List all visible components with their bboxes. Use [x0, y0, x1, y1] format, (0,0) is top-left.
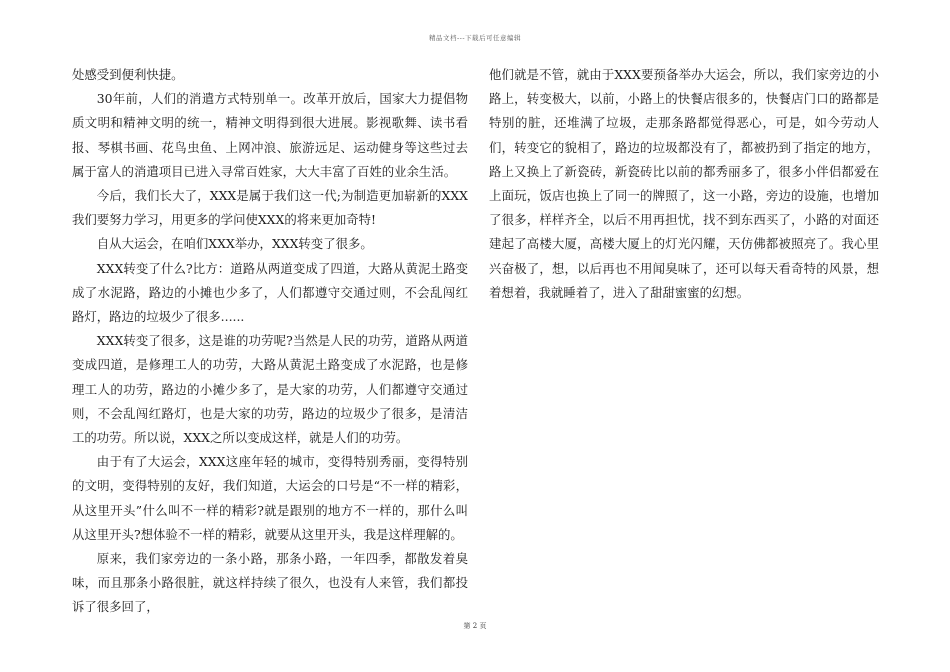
right-text-column: [489, 63, 879, 305]
left-text-column: [72, 63, 468, 620]
page-number: 第 2 页: [463, 622, 487, 630]
paragraph: 处感受到便利快捷。: [72, 67, 184, 82]
paragraph: 原来，我们家旁边的一条小路，那条小路，一年四季，都散发着臭味，而且那条小路很脏，就这样持续了很久，也没有人来管，我们都投诉了很多回了，: [72, 551, 468, 615]
paragraph: XXX转变了什么?比方：道路从两道变成了四道，大路从黄泥土路变成了水泥路，路边的小摊也少多了，人们都遵守交通过则，不会乱闯红路灯，路边的垃圾少了很多......: [72, 260, 468, 325]
paragraph: 他们就是不管，就由于XXX要预备举办大运会，所以，我们家旁边的小路上，转变极大，以前，小路上的快餐店很多的，快餐店门口的路都是特别的脏，还堆满了垃圾，走那条路都觉得恶心，可是，如今劳动人们，转变它的貌相了，路边的垃圾都没有了，都被扔到了指定的地方，路上又换上了新瓷砖，新瓷砖比以前的都秀丽多了，很多小伴侣都爱在上面玩，饭店也换上了同一的牌照了，这一小路，旁边的设施，也增加了很多，样样齐全，以后不用再担忧，找不到东西买了，小路的对面还建起了高楼大厦，高楼大厦上的灯光闪耀，天仿佛都被照亮了。我心里兴奋极了，想，以后再也不用闻臭味了，还可以每天看奇特的风景，想着想着，我就睡着了，进入了甜甜蜜蜜的幻想。: [489, 67, 879, 300]
paragraph: 由于有了大运会，XXX这座年轻的城市，变得特别秀丽，变得特别的文明，变得特别的友好，我们知道，大运会的口号是“不一样的精彩，从这里开头”什么叫不一样的精彩?就是跟别的地方不一样的，那什么叫从这里开头?想体验不一样的精彩，就要从这里开头，我是这样理解的。: [72, 454, 468, 542]
paragraph: XXX转变了很多，这是谁的功劳呢?当然是人民的功劳，道路从两道变成四道，是修理工人的功劳，大路从黄泥土路变成了水泥路，也是修理工人的功劳，路边的小摊少多了，是大家的功劳，人们都遵守交通过则，不会乱闯红路灯，也是大家的功劳，路边的垃圾少了很多，是清洁工的功劳。所以说，XXX之所以变成这样，就是人们的功劳。: [72, 333, 468, 446]
paragraph: 今后，我们长大了，XXX是属于我们这一代;为制造更加崭新的XXX我们要努力学习，用更多的学问使XXX的将来更加奇特!: [72, 188, 468, 228]
paragraph: 30年前，人们的消遣方式特别单一。改革开放后，国家大力提倡物质文明和精神文明的统一，精神文明得到很大进展。影视歌舞、读书看报、琴棋书画、花鸟虫鱼、上网冲浪、旅游远足、运动健身等这些过去属于富人的消遣项目已进入寻常百姓家，大大丰富了百姓的业余生活。: [72, 91, 468, 179]
page-header: 精品文档---下载后可任意编辑: [428, 34, 522, 42]
paragraph: 自从大运会，在咱们XXX举办，XXX转变了很多。: [96, 236, 373, 252]
